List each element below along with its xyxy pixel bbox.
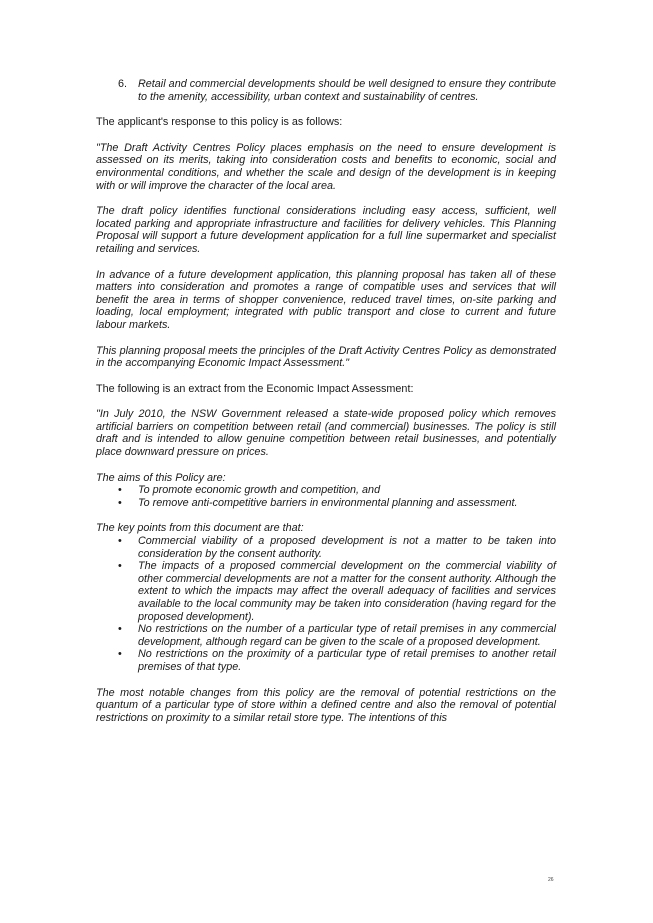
- key-points-heading: The key points from this document are that:: [96, 522, 304, 535]
- bullet-icon: •: [118, 623, 122, 636]
- list-item-text: The impacts of a proposed commercial development on the commercial viability of other commercial developments are not a matter for the consent authority. Although the extent to which the impacts may affect the overall adequacy of facilities and services available to the local community may be taken into consideration (having regard for the proposed development).: [138, 560, 556, 623]
- list-item-text: No restrictions on the number of a particular type of retail premises in any commercial development, although regard can be given to the scale of a proposed development.: [138, 623, 556, 648]
- extract-paragraph: "In July 2010, the NSW Government released a state-wide proposed policy which removes artificial barriers on competition between retail (and commercial) businesses. The policy is still draft and is intended to allow genuine competition between retail businesses, and potentially place downward pressure on prices.: [96, 408, 556, 459]
- item-number: 6.: [118, 78, 128, 90]
- closing-paragraph: The most notable changes from this policy are the removal of potential restrictions on the quantum of a particular type of store within a defined centre and also the removal of potential restrictions on proximity to a similar retail store type. The intentions of this: [96, 686, 556, 724]
- aims-heading: The aims of this Policy are:: [96, 471, 226, 484]
- response-paragraph-1: "The Draft Activity Centres Policy places emphasis on the need to ensure development is assessed on its merits, taking into consideration costs and benefits to economic, social and environmental conditions, and whether the scale and design of the development is in keeping with or will improve the character of the local area.: [96, 141, 556, 192]
- bullet-icon: •: [118, 496, 122, 509]
- response-paragraph-2: The draft policy identifies functional considerations including easy access, sufficient, well located parking and appropriate infrastructure and facilities for delivery vehicles. This Planning Proposal will support a future development application for a full line supermarket and specialist retailing and services.: [96, 205, 556, 255]
- response-paragraph-3: In advance of a future development application, this planning proposal has taken all of these matters into consideration and promotes a range of compatible uses and services that will benefit the area in terms of shopper convenience, reduced travel times, on-site parking and loading, local employment; integrated with public transport and close to current and future labour markets.: [96, 268, 556, 331]
- numbered-item-6: [118, 78, 556, 103]
- list-item-text: To promote economic growth and competition, and: [138, 484, 381, 497]
- response-intro: The applicant's response to this policy is as follows:: [96, 116, 343, 129]
- response-paragraph-4: This planning proposal meets the principles of the Draft Activity Centres Policy as demonstrated in the accompanying Economic Impact Assessment.": [96, 344, 556, 370]
- list-item: [118, 484, 556, 497]
- list-item-text: No restrictions on the proximity of a particular type of retail premises to another retail premises of that type.: [138, 648, 556, 673]
- list-item: [118, 648, 556, 673]
- list-item-text: Commercial viability of a proposed development is not a matter to be taken into consideration by the consent authority.: [138, 535, 556, 560]
- bullet-icon: •: [118, 535, 122, 548]
- item-text: Retail and commercial developments should be well designed to ensure they contribute to the amenity, accessibility, urban context and sustainability of centres.: [138, 78, 556, 103]
- aims-list: [96, 484, 556, 509]
- list-item: [118, 535, 556, 560]
- bullet-icon: •: [118, 560, 122, 573]
- key-points-list: [96, 535, 556, 674]
- list-item-text: To remove anti-competitive barriers in environmental planning and assessment.: [138, 496, 518, 509]
- bullet-icon: •: [118, 484, 122, 497]
- bullet-icon: •: [118, 648, 122, 661]
- list-item: [118, 497, 556, 510]
- page-number: 26: [548, 877, 554, 883]
- document-page: [96, 78, 556, 724]
- list-item: [118, 560, 556, 623]
- extract-intro: The following is an extract from the Economic Impact Assessment:: [96, 382, 414, 395]
- list-item: [118, 623, 556, 648]
